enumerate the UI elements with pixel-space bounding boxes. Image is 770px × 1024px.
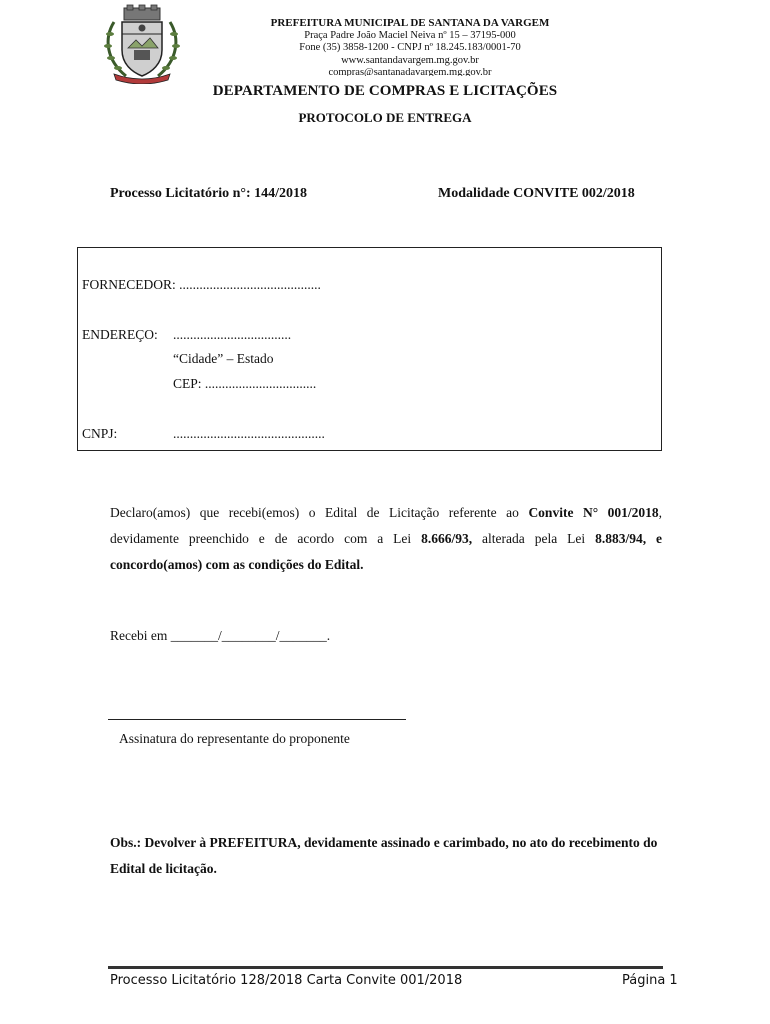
modality: Modalidade CONVITE 002/2018: [438, 186, 635, 201]
declaration-text: , devidamente preenchido e de acordo com a Lei: [110, 505, 662, 546]
municipal-coat-of-arms-icon: [100, 4, 184, 84]
observation-note: Obs.: Devolver à PREFEITURA, devidamente assinado e carimbado, no ato do recebimento do Edital de licitação.: [110, 835, 658, 876]
footer-process-reference: Processo Licitatório 128/2018 Carta Convite 001/2018: [110, 973, 463, 988]
address-line: Praça Padre João Maciel Neiva nº 15 – 37195-000: [304, 29, 516, 41]
address-label: ENDEREÇO:: [82, 327, 158, 342]
email-line: compras@santanadavargem.mg.gov.br: [328, 67, 492, 76]
signature-label: Assinatura do representante do proponente: [119, 731, 350, 746]
declaration-text: alterada pela Lei: [472, 531, 596, 546]
footer-divider: [108, 966, 663, 969]
supplier-label: FORNECEDOR:: [82, 277, 176, 292]
cnpj-field[interactable]: .............................................: [173, 426, 325, 441]
department-title: DEPARTAMENTO DE COMPRAS E LICITAÇÕES: [212, 83, 558, 99]
municipality-name: PREFEITURA MUNICIPAL DE SANTANA DA VARGEM: [270, 17, 550, 29]
supplier-field[interactable]: ..........................................: [179, 277, 321, 292]
cnpj-label: CNPJ:: [82, 426, 118, 441]
city-state-line: “Cidade” – Estado: [173, 351, 274, 366]
signature-line[interactable]: [108, 719, 406, 720]
supplier-row: [82, 277, 321, 293]
declaration-text: Declaro(amos) que recebi(emos) o Edital de Licitação referente ao: [110, 505, 529, 520]
declaration-paragraph: [110, 500, 662, 578]
law-reference: 8.666/93,: [421, 531, 473, 546]
law-amendment-reference: 8.883/94, e concordo(amos) com as condições do Edital.: [110, 531, 662, 572]
supplier-info-box: [77, 247, 662, 451]
page-number: Página 1: [622, 973, 678, 988]
document-title: PROTOCOLO DE ENTREGA: [298, 110, 472, 125]
convite-reference: Convite N° 001/2018: [528, 505, 659, 520]
process-number: Processo Licitatório n°: 144/2018: [110, 186, 308, 201]
letterhead: [220, 17, 600, 76]
address-field[interactable]: ...................................: [173, 327, 292, 342]
phone-cnpj-line: Fone (35) 3858-1200 - CNPJ nº 18.245.183/0001-70: [299, 42, 521, 53]
cep-field[interactable]: CEP: .................................: [173, 376, 317, 391]
received-date-line[interactable]: Recebi em _______/________/_______.: [110, 628, 331, 643]
website-line: www.santandavargem.mg.gov.br: [341, 54, 479, 66]
